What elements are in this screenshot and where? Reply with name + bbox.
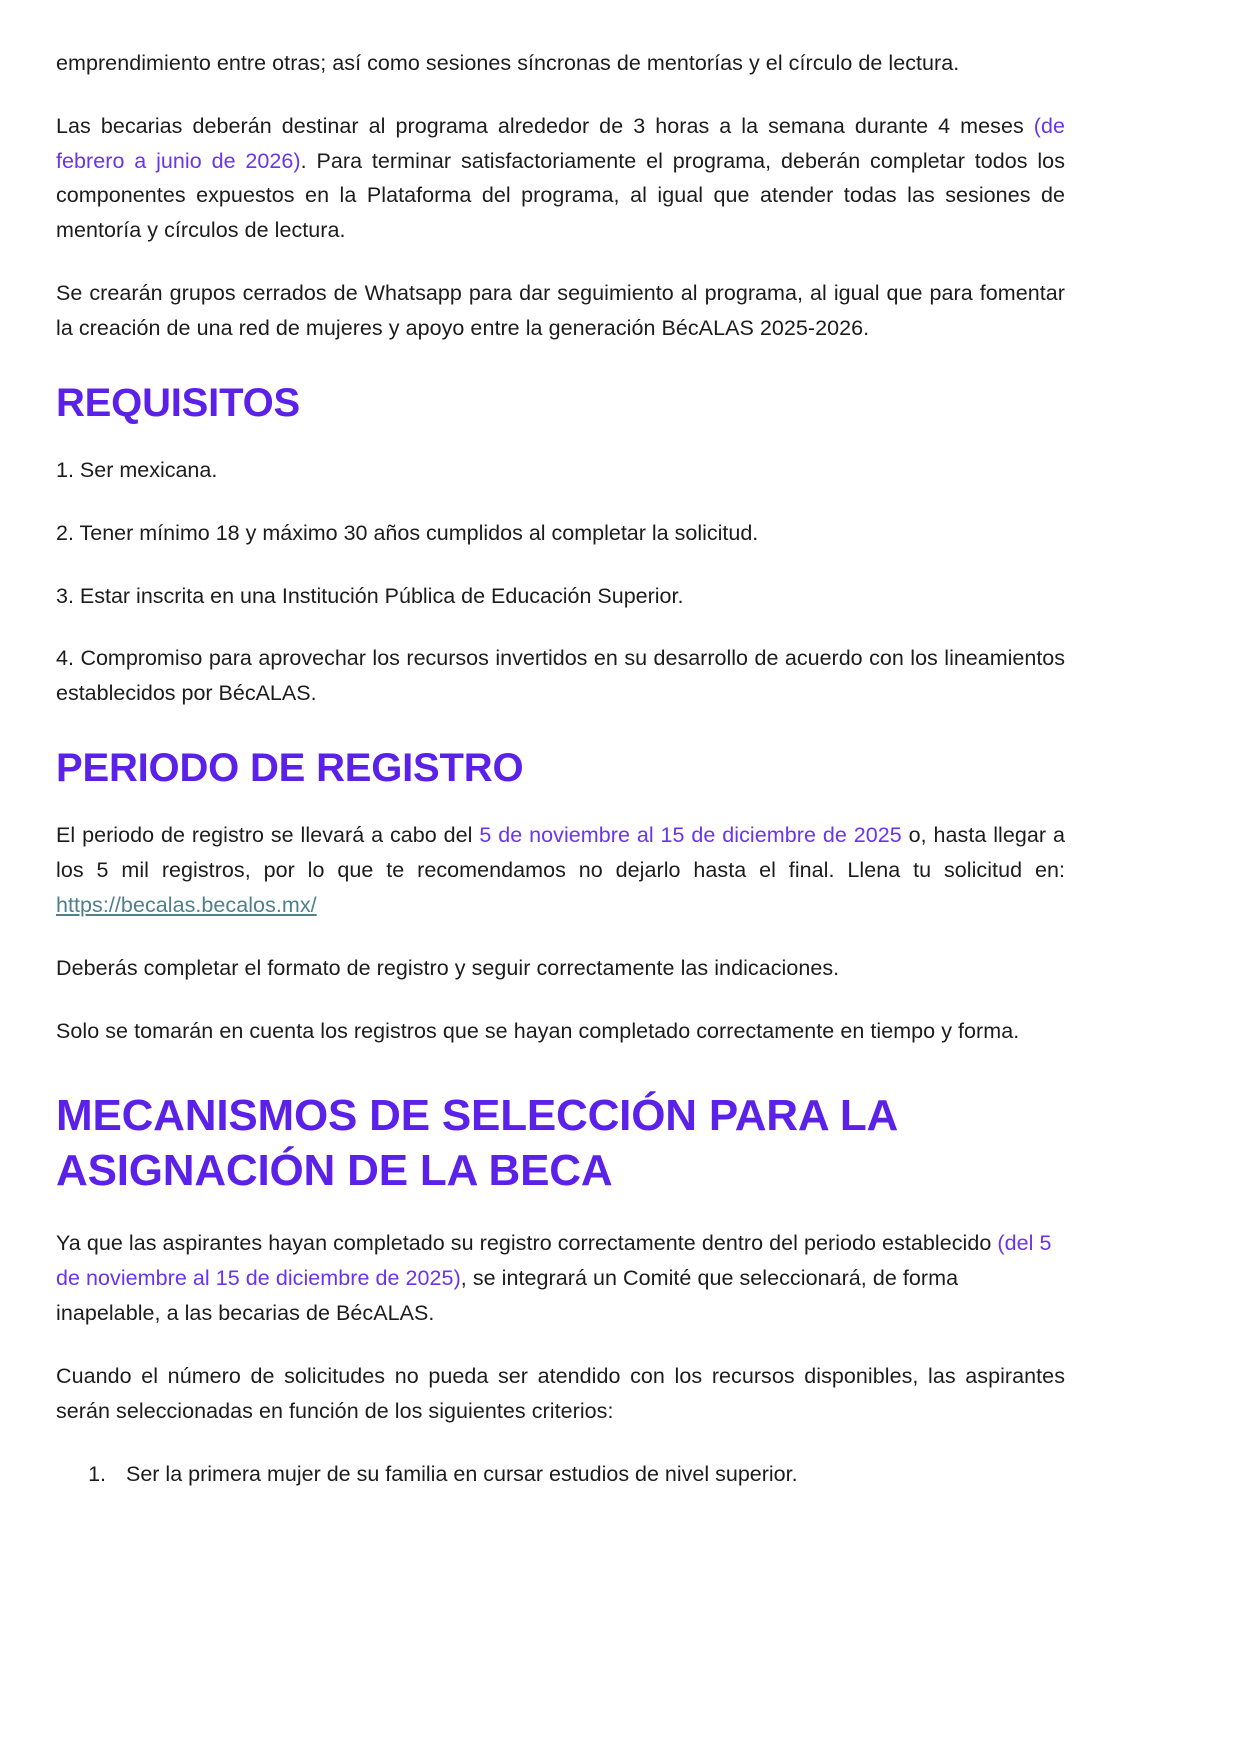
paragraph-criterios-intro: Cuando el número de solicitudes no pueda ser atendido con los recursos disponibles, las aspirantes serán seleccionadas en función de los siguientes criterios: xyxy=(56,1363,1065,1423)
document-column xyxy=(56,46,1065,1491)
paragraph-solo-registros: Solo se tomarán en cuenta los registros que se hayan completado correctamente en tiempo y forma. xyxy=(56,1018,1020,1043)
paragraph-continuation: emprendimiento entre otras; así como sesiones síncronas de mentorías y el círculo de lectura. xyxy=(56,51,960,75)
paragraph-formato-registro: Deberás completar el formato de registro y seguir correctamente las indicaciones. xyxy=(56,955,840,980)
highlight-fechas-registro: 5 de noviembre al 15 de diciembre de 2025 xyxy=(479,823,902,848)
heading-mecanismos-line1: MECANISMOS DE SELECCIÓN PARA LA xyxy=(56,1091,899,1141)
paragraph-whatsapp: Se crearán grupos cerrados de Whatsapp para dar seguimiento al programa, al igual que para fomentar la creación de una red de mujeres y apoyo entre la generación BécALAS 2025-2026. xyxy=(56,281,1065,340)
paragraph-comite-part1: Ya que las aspirantes hayan completado su registro correctamente dentro del periodo establecido xyxy=(56,1231,998,1256)
paragraph-becarias-horas xyxy=(56,109,1065,248)
paragraph-periodo-part2: o, hasta llegar a los 5 mil registros, por lo que te recomendamos no dejarlo hasta el final. Llena tu solicitud en: xyxy=(56,823,1065,883)
paragraph-becarias-part2: . Para terminar satisfactoriamente el programa, deberán completar todos los componentes expuestos en la Plataforma del programa, al igual que atender todas las sesiones de mentoría y círculos de lectura. xyxy=(56,148,1065,243)
heading-requisitos: REQUISITOS xyxy=(56,380,300,425)
paragraph-comite-seleccion xyxy=(56,1226,1065,1330)
registration-url-link[interactable]: https://becalas.becalos.mx/ xyxy=(56,892,317,917)
heading-periodo-de-registro: PERIODO DE REGISTRO xyxy=(56,746,524,791)
heading-mecanismos-de-seleccion xyxy=(56,1088,1065,1198)
requisito-item-4: 4. Compromiso para aprovechar los recursos invertidos en su desarrollo de acuerdo con los lineamientos establecidos por BécALAS. xyxy=(56,646,1065,706)
highlight-fechas-comite: (del 5 de noviembre al 15 de diciembre de 2025) xyxy=(56,1231,1052,1291)
paragraph-periodo-part1: El periodo de registro se llevará a cabo del xyxy=(56,823,480,848)
criteria-list-item: 1. Ser la primera mujer de su familia en cursar estudios de nivel superior. xyxy=(112,1457,1065,1492)
requisito-item-2: 2. Tener mínimo 18 y máximo 30 años cumplidos al completar la solicitud. xyxy=(56,520,759,545)
highlight-periodo-febrero-junio: (de febrero a junio de 2026) xyxy=(56,113,1065,173)
paragraph-periodo-registro xyxy=(56,818,1065,922)
criteria-list xyxy=(56,1457,1065,1492)
requisito-item-1: 1. Ser mexicana. xyxy=(56,457,218,482)
paragraph-comite-part2: , se integrará un Comité que seleccionará, de forma inapelable, a las becarias de BécALAS. xyxy=(56,1266,959,1326)
heading-mecanismos-line2: ASIGNACIÓN DE LA BECA xyxy=(56,1146,613,1196)
paragraph-becarias-part1: Las becarias deberán destinar al programa alrededor de 3 horas a la semana durante 4 meses xyxy=(56,113,1034,138)
requisito-item-3: 3. Estar inscrita en una Institución Pública de Educación Superior. xyxy=(56,583,684,608)
